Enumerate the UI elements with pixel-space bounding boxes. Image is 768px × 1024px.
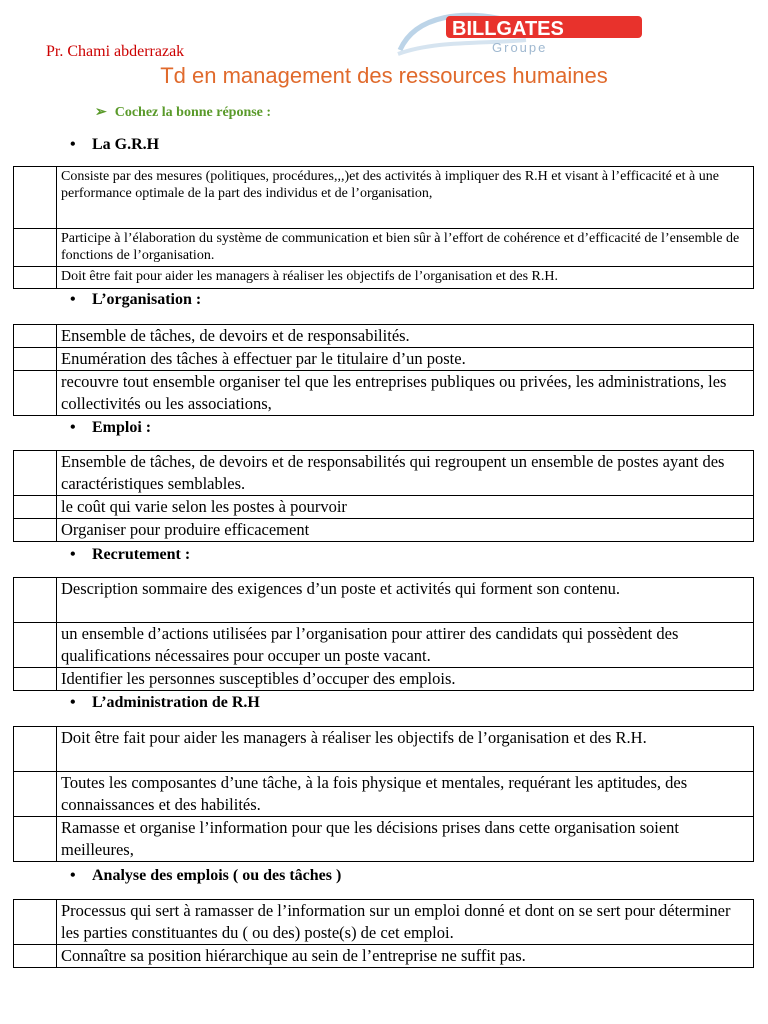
answer-checkbox[interactable]: [14, 496, 57, 519]
section-heading: • Analyse des emplois ( ou des tâches ): [70, 867, 342, 884]
answer-checkbox[interactable]: [14, 945, 57, 968]
answer-checkbox[interactable]: [14, 623, 57, 668]
answer-text: le coût qui varie selon les postes à pourvoir: [57, 496, 754, 519]
answer-checkbox[interactable]: [14, 519, 57, 542]
answer-text: Consiste par des mesures (politiques, procédures,,,)et des activités à impliquer des R.H et visant à l’efficacité et à une performance optimale de la part des individus et de l’organisation,: [57, 167, 754, 229]
arrow-icon: ➢: [95, 105, 107, 120]
answer-text: Ensemble de tâches, de devoirs et de responsabilités qui regroupent un ensemble de postes ayant des caractéristiques semblables.: [57, 451, 754, 496]
answer-row: [14, 945, 754, 968]
answer-checkbox[interactable]: [14, 325, 57, 348]
section-heading: • L’administration de R.H: [70, 694, 260, 711]
instruction-text: Cochez la bonne réponse :: [114, 105, 272, 120]
answer-checkbox[interactable]: [14, 371, 57, 416]
answer-text: Organiser pour produire efficacement: [57, 519, 754, 542]
answer-row: [14, 229, 754, 267]
answer-checkbox[interactable]: [14, 267, 57, 289]
answer-text: un ensemble d’actions utilisées par l’organisation pour attirer des candidats qui possèdent des qualifications nécessaires pour occuper un poste vacant.: [57, 623, 754, 668]
answer-checkbox[interactable]: [14, 817, 57, 862]
answer-checkbox[interactable]: [14, 348, 57, 371]
answer-row: [14, 496, 754, 519]
answer-checkbox[interactable]: [14, 578, 57, 623]
answer-row: [14, 267, 754, 289]
author: Pr. Chami abderrazak: [46, 43, 185, 60]
instruction: [95, 104, 271, 121]
answer-row: [14, 900, 754, 945]
answer-row: [14, 371, 754, 416]
bullet-icon: •: [70, 694, 76, 711]
section-heading: • Emploi :: [70, 419, 152, 436]
answer-checkbox[interactable]: [14, 900, 57, 945]
answer-row: [14, 325, 754, 348]
answer-text: Description sommaire des exigences d’un poste et activités qui forment son contenu.: [57, 578, 754, 623]
answer-text: Processus qui sert à ramasser de l’information sur un emploi donné et dont on se sert pour déterminer les parties constituantes du ( ou des) poste(s) de cet emploi.: [57, 900, 754, 945]
answer-row: [14, 578, 754, 623]
answer-row: [14, 451, 754, 496]
answer-table: [13, 577, 754, 691]
answer-table: [13, 166, 754, 289]
answer-row: [14, 167, 754, 229]
answer-row: [14, 772, 754, 817]
bullet-icon: •: [70, 867, 76, 884]
billgates-logo: [396, 10, 646, 58]
answer-row: [14, 668, 754, 691]
section-heading: • L’organisation :: [70, 291, 202, 308]
answer-table: [13, 899, 754, 968]
bullet-icon: •: [70, 546, 76, 563]
answer-table: [13, 324, 754, 416]
section-heading: • La G.R.H: [70, 136, 160, 153]
answer-row: [14, 519, 754, 542]
answer-checkbox[interactable]: [14, 451, 57, 496]
answer-row: [14, 817, 754, 862]
answer-text: Doit être fait pour aider les managers à réaliser les objectifs de l’organisation et des R.H.: [57, 727, 754, 772]
answer-text: Participe à l’élaboration du système de communication et bien sûr à l’effort de cohérence et d’efficacité de l’ensemble de fonctions de l’organisation.: [57, 229, 754, 267]
answer-checkbox[interactable]: [14, 167, 57, 229]
answer-checkbox[interactable]: [14, 727, 57, 772]
answer-text: Connaître sa position hiérarchique au sein de l’entreprise ne suffit pas.: [57, 945, 754, 968]
bullet-icon: •: [70, 291, 76, 308]
logo-text: BILLGATES: [452, 18, 564, 40]
answer-text: Enumération des tâches à effectuer par le titulaire d’un poste.: [57, 348, 754, 371]
answer-text: Ramasse et organise l’information pour que les décisions prises dans cette organisation soient meilleures,: [57, 817, 754, 862]
answer-row: [14, 623, 754, 668]
page-title: Td en management des ressources humaines: [160, 63, 608, 88]
logo-subtext: Groupe: [492, 40, 548, 55]
answer-checkbox[interactable]: [14, 772, 57, 817]
answer-table: [13, 450, 754, 542]
answer-row: [14, 348, 754, 371]
answer-table: [13, 726, 754, 862]
section-heading: • Recrutement :: [70, 546, 191, 563]
answer-text: recouvre tout ensemble organiser tel que les entreprises publiques ou privées, les administrations, les collectivités ou les associations,: [57, 371, 754, 416]
answer-text: Ensemble de tâches, de devoirs et de responsabilités.: [57, 325, 754, 348]
answer-text: Identifier les personnes susceptibles d’occuper des emplois.: [57, 668, 754, 691]
answer-checkbox[interactable]: [14, 229, 57, 267]
bullet-icon: •: [70, 136, 76, 153]
answer-row: [14, 727, 754, 772]
answer-checkbox[interactable]: [14, 668, 57, 691]
bullet-icon: •: [70, 419, 76, 436]
answer-text: Toutes les composantes d’une tâche, à la fois physique et mentales, requérant les aptitudes, des connaissances et des habilités.: [57, 772, 754, 817]
answer-text: Doit être fait pour aider les managers à réaliser les objectifs de l’organisation et des R.H.: [57, 267, 754, 289]
